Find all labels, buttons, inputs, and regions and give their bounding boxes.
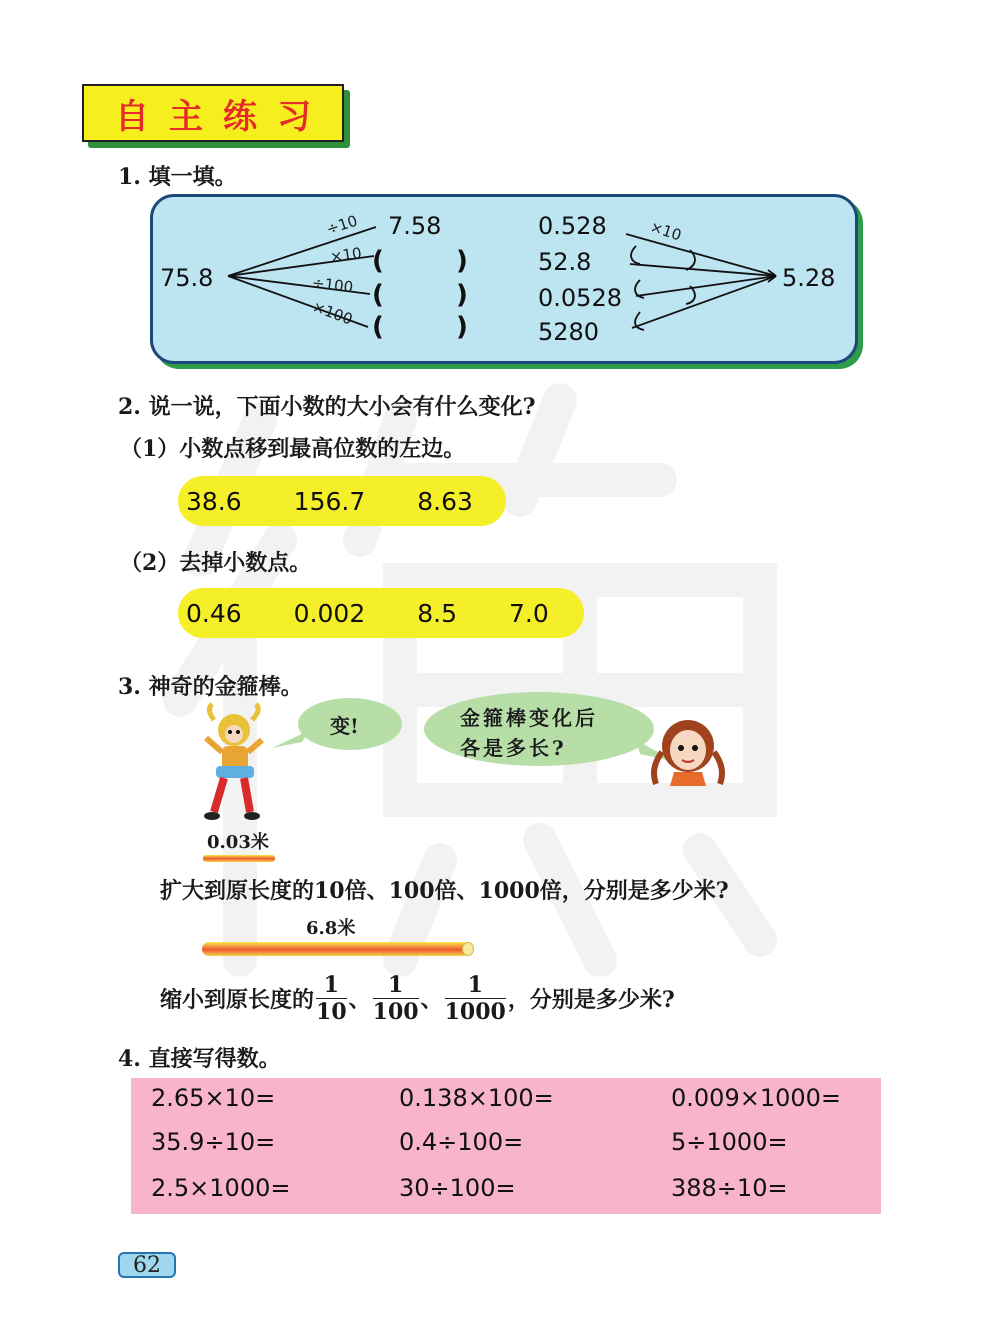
calc-cell: 35.9÷10= — [151, 1128, 276, 1156]
decimal-value: 0.46 — [186, 598, 242, 628]
op-times-100: ×100 — [310, 297, 356, 329]
fraction — [445, 972, 506, 1025]
fraction-numerator: 1 — [467, 972, 483, 998]
decimal-value: 0.002 — [293, 598, 366, 628]
right-value: 0.0528 — [538, 284, 622, 312]
big-rod-label: 6.8米 — [306, 918, 356, 939]
q2-sub1-values — [178, 476, 506, 526]
small-rod — [203, 855, 275, 862]
bubble-text-line2: 各是多长? — [460, 736, 567, 760]
q4-title: 4. 直接写得数。 — [118, 1046, 281, 1072]
calc-cell: 2.65×10= — [151, 1084, 276, 1112]
right-value: 5280 — [538, 318, 600, 346]
calc-cell: 0.009×1000= — [671, 1084, 842, 1112]
decimal-value: 7.0 — [509, 598, 549, 628]
calc-cell: 0.138×100= — [399, 1084, 554, 1112]
fraction-numerator: 1 — [323, 972, 339, 998]
calc-cell: 388÷10= — [671, 1174, 788, 1202]
page-number-badge — [118, 1252, 176, 1278]
decimal-value: 8.63 — [417, 486, 473, 516]
monkey-king-illustration — [196, 700, 276, 830]
target-number: 5.28 — [782, 264, 836, 292]
calculation-table — [131, 1078, 881, 1214]
answer-open-paren: ( — [372, 312, 384, 342]
rod-end-cap — [462, 942, 474, 956]
page-number: 62 — [133, 1252, 161, 1278]
decimal-value: 8.5 — [417, 598, 458, 628]
right-value: 52.8 — [538, 248, 592, 276]
q3-question2-suffix: ，分别是多少米? — [507, 987, 675, 1013]
answer-open-paren: ( — [372, 246, 384, 276]
fraction-denominator: 1000 — [444, 999, 506, 1025]
separator: 、 — [348, 987, 371, 1013]
big-rod — [202, 942, 470, 956]
op-divide-100: ÷100 — [311, 273, 355, 297]
answer-close-paren: ) — [456, 312, 468, 342]
q3-title: 3. 神奇的金箍棒。 — [118, 674, 303, 700]
origin-number: 75.8 — [160, 264, 214, 292]
bubble-tail — [272, 730, 312, 750]
fraction-denominator: 10 — [316, 999, 347, 1025]
section-header — [82, 84, 344, 142]
q3-question2 — [160, 972, 675, 1025]
answer-close-paren: ) — [456, 280, 468, 310]
separator: 、 — [420, 987, 443, 1013]
section-title: 自主练习 — [115, 96, 331, 137]
small-rod-label: 0.03米 — [207, 832, 269, 853]
decimal-value: 156.7 — [293, 486, 366, 516]
op-times-10-right: ×10 — [647, 217, 684, 245]
right-value: 0.528 — [538, 212, 607, 240]
q2-title: 2. 说一说，下面小数的大小会有什么变化? — [118, 394, 536, 420]
bubble-text-line1: 金箍棒变化后 — [460, 706, 598, 730]
calc-cell: 0.4÷100= — [399, 1128, 524, 1156]
fraction-denominator: 100 — [372, 999, 419, 1025]
q1-title: 1. 填一填。 — [118, 164, 237, 190]
q2-sub2-label: （2）去掉小数点。 — [120, 550, 312, 576]
fraction-numerator: 1 — [387, 972, 404, 998]
decimal-value: 38.6 — [186, 486, 242, 516]
calc-cell: 30÷100= — [399, 1174, 516, 1202]
calc-cell: 2.5×1000= — [151, 1174, 291, 1202]
fan-lines — [150, 194, 858, 364]
op-times-10: ×10 — [328, 243, 363, 267]
calc-cell: 5÷1000= — [671, 1128, 788, 1156]
answer-open-paren: ( — [372, 280, 384, 310]
q3-question2-prefix: 缩小到原长度的 — [160, 987, 315, 1013]
girl-illustration — [644, 712, 734, 786]
fraction — [316, 972, 347, 1025]
fraction — [373, 972, 419, 1025]
op-divide-10: ÷10 — [323, 211, 360, 239]
bubble-text: 变! — [330, 714, 359, 738]
answer-close-paren: ) — [456, 246, 468, 276]
q2-sub2-values — [178, 588, 584, 638]
result-7-58: 7.58 — [388, 212, 442, 240]
q2-sub1-label: （1）小数点移到最高位数的左边。 — [120, 436, 466, 462]
q3-question1: 扩大到原长度的10倍、100倍、1000倍，分别是多少米? — [160, 878, 729, 904]
